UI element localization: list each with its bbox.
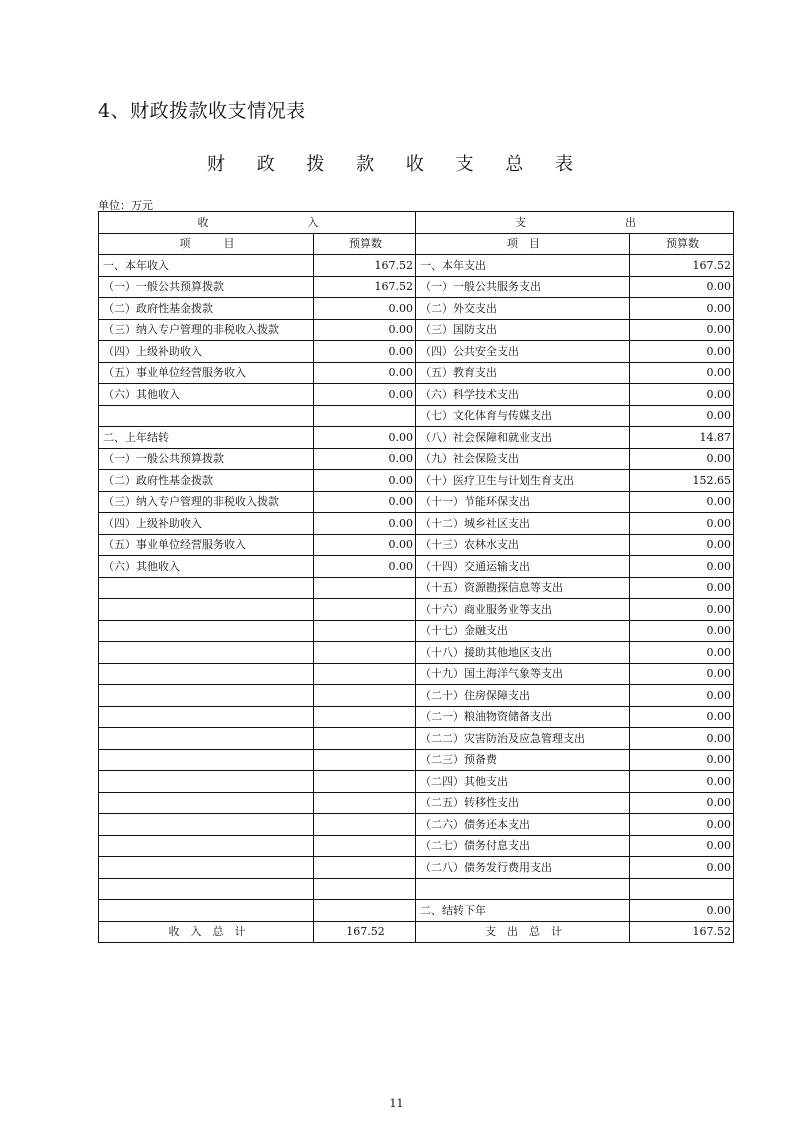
table-row bbox=[99, 663, 734, 685]
expense-value: 0.00 bbox=[630, 298, 734, 320]
expense-item: （二二）灾害防治及应急管理支出 bbox=[416, 728, 630, 750]
expense-item bbox=[416, 878, 630, 900]
table-title: 财 政 拨 款 收 支 总 表 bbox=[206, 154, 587, 175]
expense-value: 0.00 bbox=[630, 663, 734, 685]
expense-value: 0.00 bbox=[630, 814, 734, 836]
income-value: 0.00 bbox=[314, 534, 416, 556]
expense-value: 0.00 bbox=[630, 319, 734, 341]
expense-value: 0.00 bbox=[630, 448, 734, 470]
income-header: 收 入 bbox=[99, 212, 416, 234]
expense-item: 二、结转下年 bbox=[416, 900, 630, 922]
budget-table bbox=[98, 211, 734, 943]
unit-label: 单位：万元 bbox=[98, 199, 153, 212]
income-value bbox=[314, 663, 416, 685]
table-row bbox=[99, 556, 734, 578]
expense-value: 167.52 bbox=[630, 255, 734, 277]
income-value bbox=[314, 900, 416, 922]
income-value: 167.52 bbox=[314, 276, 416, 298]
table-row bbox=[99, 534, 734, 556]
table-row bbox=[99, 857, 734, 879]
expense-total-label: 支 出 总 计 bbox=[416, 921, 630, 943]
income-item bbox=[99, 814, 314, 836]
table-row bbox=[99, 577, 734, 599]
table-header-row-2 bbox=[99, 233, 734, 255]
expense-total-value: 167.52 bbox=[630, 921, 734, 943]
income-value bbox=[314, 857, 416, 879]
table-row bbox=[99, 255, 734, 277]
table-row bbox=[99, 448, 734, 470]
income-value bbox=[314, 599, 416, 621]
income-value: 0.00 bbox=[314, 427, 416, 449]
expense-item: （九）社会保险支出 bbox=[416, 448, 630, 470]
income-item: 二、上年结转 bbox=[99, 427, 314, 449]
income-value bbox=[314, 642, 416, 664]
expense-item: （十六）商业服务业等支出 bbox=[416, 599, 630, 621]
table-row bbox=[99, 620, 734, 642]
table-row bbox=[99, 749, 734, 771]
income-item: （三）纳入专户管理的非税收入拨款 bbox=[99, 491, 314, 513]
income-item bbox=[99, 835, 314, 857]
table-body bbox=[99, 255, 734, 922]
expense-value: 14.87 bbox=[630, 427, 734, 449]
totals-row bbox=[99, 921, 734, 943]
table-row bbox=[99, 878, 734, 900]
income-item: （一）一般公共预算拨款 bbox=[99, 276, 314, 298]
income-total-label: 收 入 总 计 bbox=[99, 921, 314, 943]
income-item bbox=[99, 728, 314, 750]
income-value: 0.00 bbox=[314, 556, 416, 578]
income-value: 0.00 bbox=[314, 341, 416, 363]
expense-item: （七）文化体育与传媒支出 bbox=[416, 405, 630, 427]
expense-value: 0.00 bbox=[630, 384, 734, 406]
expense-item: （六）科学技术支出 bbox=[416, 384, 630, 406]
income-value bbox=[314, 405, 416, 427]
table-row bbox=[99, 341, 734, 363]
expense-item: （十）医疗卫生与计划生育支出 bbox=[416, 470, 630, 492]
income-value: 0.00 bbox=[314, 470, 416, 492]
income-item: （四）上级补助收入 bbox=[99, 513, 314, 535]
income-value bbox=[314, 577, 416, 599]
expense-item: 一、本年支出 bbox=[416, 255, 630, 277]
expense-item: （二四）其他支出 bbox=[416, 771, 630, 793]
expense-value: 0.00 bbox=[630, 857, 734, 879]
expense-value: 0.00 bbox=[630, 728, 734, 750]
income-item bbox=[99, 900, 314, 922]
income-value: 0.00 bbox=[314, 319, 416, 341]
expense-value: 0.00 bbox=[630, 642, 734, 664]
table-row bbox=[99, 276, 734, 298]
income-value: 167.52 bbox=[314, 255, 416, 277]
income-value bbox=[314, 728, 416, 750]
expense-value: 0.00 bbox=[630, 792, 734, 814]
income-value bbox=[314, 685, 416, 707]
income-value: 0.00 bbox=[314, 384, 416, 406]
income-item bbox=[99, 857, 314, 879]
expense-item: （十七）金融支出 bbox=[416, 620, 630, 642]
income-item bbox=[99, 405, 314, 427]
income-value bbox=[314, 620, 416, 642]
expense-item: （四）公共安全支出 bbox=[416, 341, 630, 363]
expense-item: （二一）粮油物资储备支出 bbox=[416, 706, 630, 728]
income-item: （五）事业单位经营服务收入 bbox=[99, 534, 314, 556]
income-value bbox=[314, 878, 416, 900]
expense-item: （二）外交支出 bbox=[416, 298, 630, 320]
expense-value: 0.00 bbox=[630, 513, 734, 535]
table-row bbox=[99, 384, 734, 406]
income-item bbox=[99, 749, 314, 771]
income-item bbox=[99, 599, 314, 621]
income-value: 0.00 bbox=[314, 362, 416, 384]
expense-value: 0.00 bbox=[630, 620, 734, 642]
expense-item-header: 项 目 bbox=[416, 233, 630, 255]
income-item bbox=[99, 706, 314, 728]
income-value bbox=[314, 835, 416, 857]
income-value: 0.00 bbox=[314, 298, 416, 320]
expense-item: （十四）交通运输支出 bbox=[416, 556, 630, 578]
table-row bbox=[99, 513, 734, 535]
income-item bbox=[99, 620, 314, 642]
table-row bbox=[99, 706, 734, 728]
income-item bbox=[99, 878, 314, 900]
expense-value: 0.00 bbox=[630, 491, 734, 513]
expense-item: （十九）国土海洋气象等支出 bbox=[416, 663, 630, 685]
expense-item: （二三）预备费 bbox=[416, 749, 630, 771]
expense-item: （三）国防支出 bbox=[416, 319, 630, 341]
expense-value: 0.00 bbox=[630, 577, 734, 599]
income-item bbox=[99, 663, 314, 685]
income-value: 0.00 bbox=[314, 491, 416, 513]
income-item: （五）事业单位经营服务收入 bbox=[99, 362, 314, 384]
income-item bbox=[99, 792, 314, 814]
table-header-row-1 bbox=[99, 212, 734, 234]
income-item: （六）其他收入 bbox=[99, 384, 314, 406]
table-row bbox=[99, 685, 734, 707]
table-row bbox=[99, 470, 734, 492]
table-row bbox=[99, 427, 734, 449]
table-row bbox=[99, 298, 734, 320]
income-item bbox=[99, 771, 314, 793]
income-item-header: 项 目 bbox=[99, 233, 314, 255]
table-row bbox=[99, 491, 734, 513]
income-item: （三）纳入专户管理的非税收入拨款 bbox=[99, 319, 314, 341]
table-row bbox=[99, 642, 734, 664]
income-value bbox=[314, 771, 416, 793]
expense-item: （二七）债务付息支出 bbox=[416, 835, 630, 857]
income-item bbox=[99, 577, 314, 599]
expense-value: 0.00 bbox=[630, 706, 734, 728]
expense-value: 0.00 bbox=[630, 900, 734, 922]
income-item: （二）政府性基金拨款 bbox=[99, 298, 314, 320]
expense-item: （八）社会保障和就业支出 bbox=[416, 427, 630, 449]
expense-item: （二八）债务发行费用支出 bbox=[416, 857, 630, 879]
table-row bbox=[99, 362, 734, 384]
income-value bbox=[314, 792, 416, 814]
table-row bbox=[99, 728, 734, 750]
expense-header: 支 出 bbox=[416, 212, 734, 234]
expense-item: （十二）城乡社区支出 bbox=[416, 513, 630, 535]
income-item bbox=[99, 685, 314, 707]
expense-value: 0.00 bbox=[630, 771, 734, 793]
expense-value: 0.00 bbox=[630, 556, 734, 578]
expense-value: 0.00 bbox=[630, 341, 734, 363]
page-number: 11 bbox=[389, 1097, 404, 1110]
income-value bbox=[314, 706, 416, 728]
income-value bbox=[314, 749, 416, 771]
income-item bbox=[99, 642, 314, 664]
table-row bbox=[99, 900, 734, 922]
income-value: 0.00 bbox=[314, 448, 416, 470]
expense-budget-header: 预算数 bbox=[630, 233, 734, 255]
expense-item: （五）教育支出 bbox=[416, 362, 630, 384]
expense-value: 0.00 bbox=[630, 534, 734, 556]
table-row bbox=[99, 599, 734, 621]
expense-value: 152.65 bbox=[630, 470, 734, 492]
table-row bbox=[99, 405, 734, 427]
section-heading: 4、财政拨款收支情况表 bbox=[98, 100, 306, 122]
table-row bbox=[99, 835, 734, 857]
expense-item: （十五）资源勘探信息等支出 bbox=[416, 577, 630, 599]
expense-value bbox=[630, 878, 734, 900]
expense-value: 0.00 bbox=[630, 835, 734, 857]
expense-item: （二十）住房保障支出 bbox=[416, 685, 630, 707]
expense-item: （十八）援助其他地区支出 bbox=[416, 642, 630, 664]
income-value: 0.00 bbox=[314, 513, 416, 535]
expense-item: （十一）节能环保支出 bbox=[416, 491, 630, 513]
income-item: （二）政府性基金拨款 bbox=[99, 470, 314, 492]
table-row bbox=[99, 814, 734, 836]
expense-value: 0.00 bbox=[630, 405, 734, 427]
expense-value: 0.00 bbox=[630, 685, 734, 707]
income-item: （六）其他收入 bbox=[99, 556, 314, 578]
income-budget-header: 预算数 bbox=[314, 233, 416, 255]
expense-item: （一）一般公共服务支出 bbox=[416, 276, 630, 298]
income-item: （一）一般公共预算拨款 bbox=[99, 448, 314, 470]
table-row bbox=[99, 771, 734, 793]
income-total-value: 167.52 bbox=[314, 921, 416, 943]
expense-value: 0.00 bbox=[630, 276, 734, 298]
income-item: （四）上级补助收入 bbox=[99, 341, 314, 363]
table-row bbox=[99, 792, 734, 814]
table-row bbox=[99, 319, 734, 341]
expense-item: （二六）债务还本支出 bbox=[416, 814, 630, 836]
income-item: 一、本年收入 bbox=[99, 255, 314, 277]
expense-item: （二五）转移性支出 bbox=[416, 792, 630, 814]
expense-value: 0.00 bbox=[630, 599, 734, 621]
income-value bbox=[314, 814, 416, 836]
expense-value: 0.00 bbox=[630, 749, 734, 771]
expense-value: 0.00 bbox=[630, 362, 734, 384]
expense-item: （十三）农林水支出 bbox=[416, 534, 630, 556]
